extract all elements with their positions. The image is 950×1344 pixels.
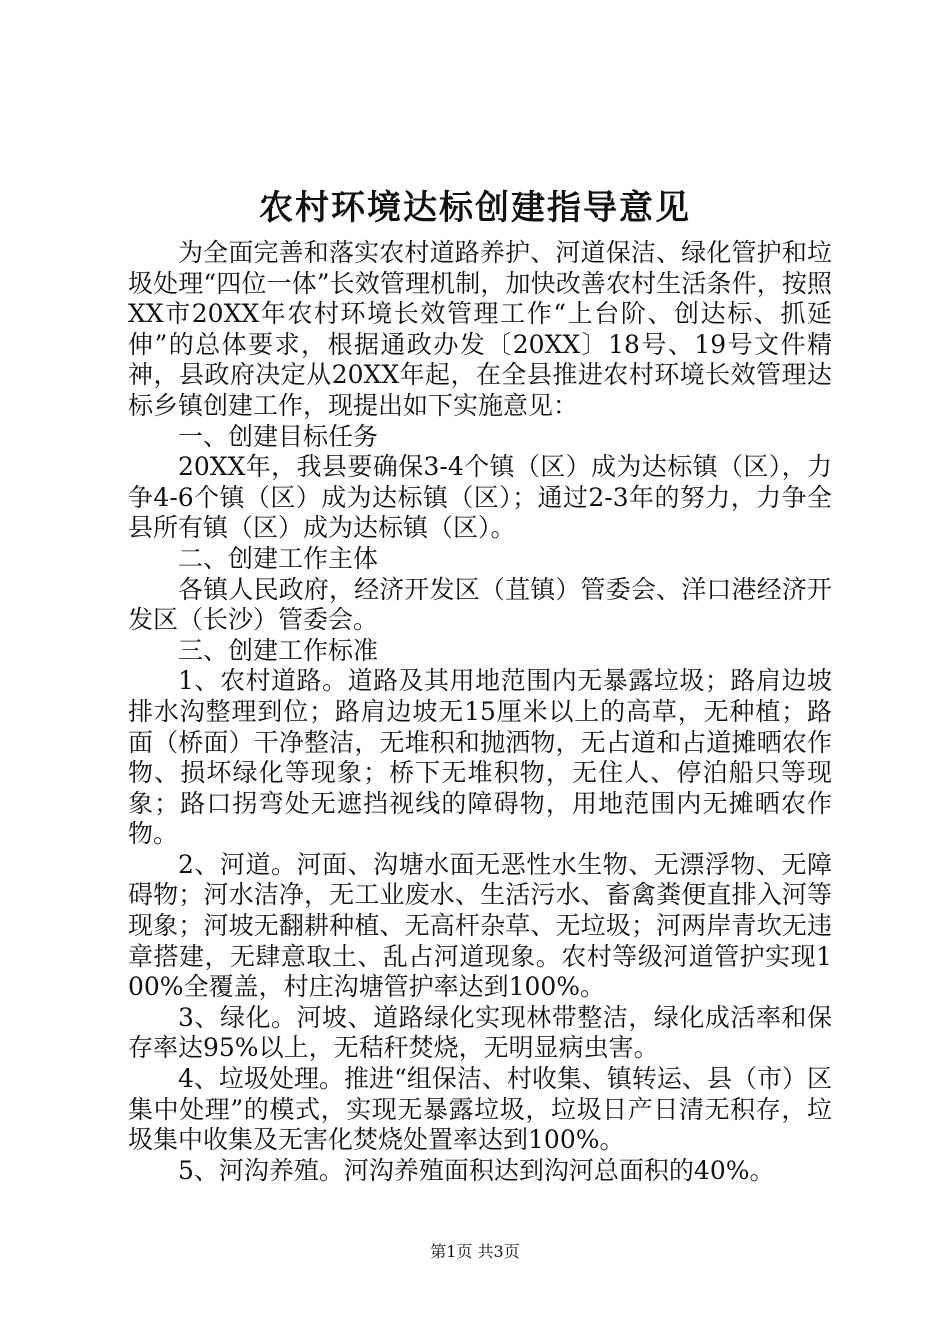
document-title: 农村环境达标创建指导意见 xyxy=(259,188,691,228)
standard-garbage-paragraph: 4、垃圾处理。推进“组保洁、村收集、镇转运、县（市）区集中处理”的模式，实现无暴露垃圾，垃圾日产日清无积存，垃圾集中收集及无害化焚烧处置率达到100%。 xyxy=(128,1064,832,1155)
goals-paragraph: 20XX年，我县要确保3-4个镇（区）成为达标镇（区），力争4-6个镇（区）成为达标镇（区）；通过2-3年的努力，力争全县所有镇（区）成为达标镇（区）。 xyxy=(128,452,832,543)
standard-roads-paragraph: 1、农村道路。道路及其用地范围内无暴露垃圾；路肩边坡排水沟整理到位；路肩边坡无15厘米以上的高草，无种植；路面（桥面）干净整洁，无堆积和抛洒物，无占道和占道摊晒农作物、损坏绿化等现象；桥下无堆积物，无住人、停泊船只等现象；路口拐弯处无遮挡视线的障碍物，用地范围内无摊晒农作物。 xyxy=(128,666,832,849)
standard-aquaculture-paragraph: 5、河沟养殖。河沟养殖面积达到沟河总面积的40%。 xyxy=(178,1155,775,1185)
subjects-paragraph: 各镇人民政府，经济开发区（苴镇）管委会、洋口港经济开发区（长沙）管委会。 xyxy=(128,574,832,635)
document-body xyxy=(128,238,832,1186)
section-heading-goals: 一、创建目标任务 xyxy=(178,421,379,451)
page-footer: 第1页 共3页 xyxy=(430,1242,520,1261)
section-heading-subjects: 二、创建工作主体 xyxy=(178,543,379,573)
standard-rivers-paragraph: 2、河道。河面、沟塘水面无恶性水生物、无漂浮物、无障碍物；河水洁净，无工业废水、生活污水、畜禽粪便直排入河等现象；河坡无翻耕种植、无高杆杂草、无垃圾；河两岸青坎无违章搭建，无肆意取土、乱占河道现象。农村等级河道管护实现100%全覆盖，村庄沟塘管护率达到100%。 xyxy=(128,849,832,1002)
section-heading-standards: 三、创建工作标准 xyxy=(178,635,379,665)
intro-paragraph: 为全面完善和落实农村道路养护、河道保洁、绿化管护和垃圾处理“四位一体”长效管理机制，加快改善农村生活条件，按照XX市20XX年农村环境长效管理工作“上台阶、创达标、抓延伸”的总体要求，根据通政办发〔20XX〕18号、19号文件精神，县政府决定从20XX年起，在全县推进农村环境长效管理达标乡镇创建工作，现提出如下实施意见： xyxy=(128,238,832,420)
standard-greening-paragraph: 3、绿化。河坡、道路绿化实现林带整洁，绿化成活率和保存率达95%以上，无秸秆焚烧，无明显病虫害。 xyxy=(128,1002,832,1063)
